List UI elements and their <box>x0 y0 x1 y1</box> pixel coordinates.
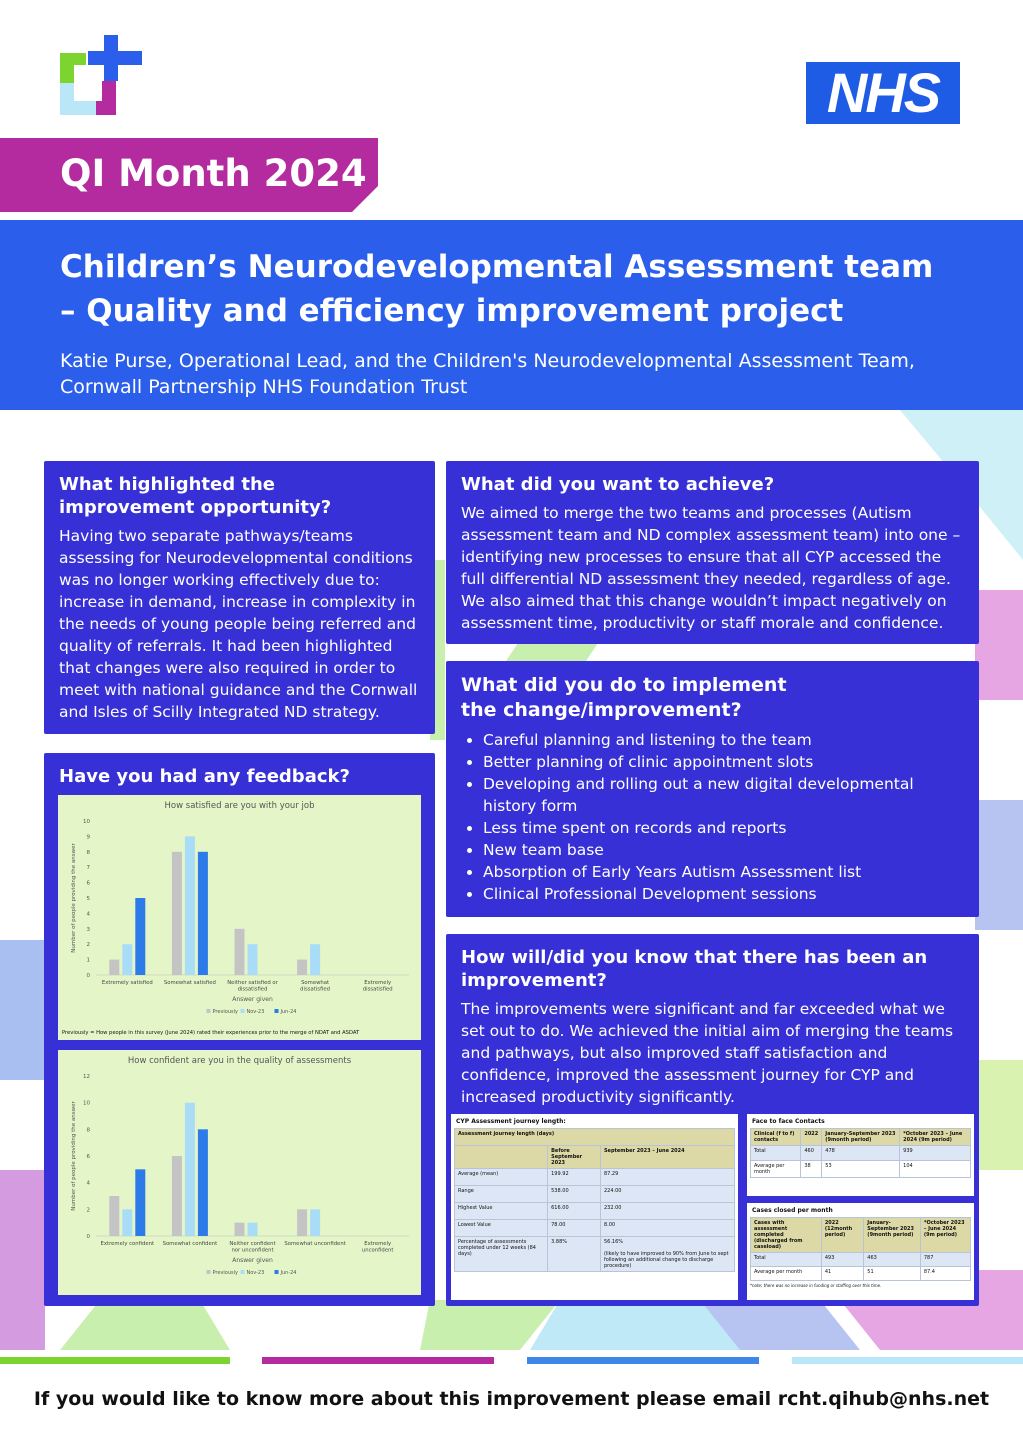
bar-jun-24 <box>135 1169 145 1236</box>
list-item: • New team base <box>483 839 964 861</box>
table-cell: Percentage of assessments completed under 12 weeks (84 days) <box>455 1237 548 1272</box>
legend-entry: Previously <box>212 1270 238 1276</box>
y-tick-label: 0 <box>86 1234 90 1240</box>
bar-previously <box>235 1223 245 1236</box>
table-caption: Cases closed per month <box>752 1207 833 1214</box>
table-cell: 787 <box>920 1253 970 1267</box>
table-header-cell: Clinical (f to f) contacts <box>751 1129 801 1146</box>
legend-swatch <box>241 1270 245 1274</box>
x-tick-label: unconfident <box>361 1247 394 1254</box>
list-item: • Better planning of clinic appointment slots <box>483 751 964 773</box>
heading-line-1: What highlighted the <box>59 474 275 495</box>
table-cell: Lowest Value <box>455 1220 548 1237</box>
x-axis-label: Answer given <box>232 996 273 1003</box>
list-item: • Clinical Professional Development sessions <box>483 883 964 905</box>
table-subcaption: Assessment journey length (days) <box>455 1129 735 1146</box>
y-tick-label: 4 <box>86 1180 90 1187</box>
heading-line-2: the change/improvement? <box>461 699 742 721</box>
y-tick-label: 2 <box>86 942 90 949</box>
table-cell: 939 <box>900 1146 971 1161</box>
chart-footnote: Previously = How people in this survey (June 2024) rated their experiences prior to the merge of NDAT and ASDAT <box>62 1030 360 1036</box>
y-axis-label: Number of people providing the answer <box>71 843 77 953</box>
implement-list <box>461 729 964 905</box>
heading-line-1: What did you do to implement <box>461 674 787 696</box>
y-tick-label: 5 <box>86 896 90 902</box>
title-line-2: – Quality and efficiency improvement project <box>60 293 844 329</box>
panel-heading <box>461 946 964 992</box>
bar-nov-23 <box>185 1103 195 1236</box>
bar-nov-23 <box>122 944 132 975</box>
legend-entry: Previously <box>212 1009 238 1015</box>
table-cell: 478 <box>822 1146 900 1161</box>
heading-line-1: How will/did you know that there has been an <box>461 947 928 968</box>
x-tick-label: Extremely <box>364 1241 392 1247</box>
table-cell: 104 <box>900 1161 971 1178</box>
chart-assessment-confidence-svg <box>58 1050 421 1295</box>
table-cell: 493 <box>821 1253 863 1267</box>
chart-job-satisfaction <box>58 795 421 1040</box>
table-caption: CYP Assessment journey length: <box>456 1118 566 1125</box>
chart-title: How confident are you in the quality of assessments <box>127 1056 352 1066</box>
table-cell: 87.4 <box>920 1267 970 1281</box>
panel-heading: Have you had any feedback? <box>59 766 350 787</box>
list-item: • Absorption of Early Years Autism Assessment list <box>483 861 964 883</box>
table-cell: 538.00 <box>548 1186 601 1203</box>
y-tick-label: 6 <box>86 880 90 887</box>
y-tick-label: 10 <box>83 1100 90 1107</box>
legend-swatch <box>207 1270 211 1274</box>
table-cell <box>600 1237 734 1272</box>
heading-line-2: improvement? <box>461 970 607 991</box>
table-footnote: *note; there was no increase in funding or staffing over this time. <box>750 1283 882 1288</box>
x-tick-label: dissatisfied <box>237 986 268 993</box>
chart-title: How satisfied are you with your job <box>164 801 315 811</box>
legend-entry: Jun-24 <box>280 1009 297 1015</box>
bar-nov-23 <box>122 1209 132 1236</box>
y-tick-label: 2 <box>86 1207 90 1214</box>
strip-green <box>0 1357 230 1364</box>
bar-nov-23 <box>310 1209 320 1236</box>
panel-heading <box>59 473 420 519</box>
y-tick-label: 0 <box>86 973 90 979</box>
panel-body: Having two separate pathways/teams assessing for Neurodevelopmental conditions was no longer working effectively due to: increase in demand, increase in complexity in the needs of young people being referred and quality of referrals. It had been highlighted that changes were also required in order to meet with national guidance and the Cornwall and Isles of Scilly Integrated ND strategy. <box>59 527 418 721</box>
contacts-table <box>750 1128 971 1178</box>
table-cell: 8.00 <box>600 1220 734 1237</box>
table-cases-closed <box>747 1203 974 1300</box>
table-cell: 3.88% <box>548 1237 601 1272</box>
x-tick-label: Extremely satisfied <box>101 980 153 986</box>
panel-implement-change <box>446 661 979 917</box>
panel-improvement-opportunity <box>44 461 435 734</box>
panel-want-to-achieve <box>446 461 979 644</box>
table-cell: Total <box>751 1253 822 1267</box>
x-tick-label: Somewhat <box>301 980 330 986</box>
x-tick-label: Somewhat unconfident <box>284 1241 346 1247</box>
bar-previously <box>109 960 119 975</box>
bar-nov-23 <box>248 1223 258 1236</box>
table-cell: Average (mean) <box>455 1169 548 1186</box>
legend-entry: Jun-24 <box>280 1270 297 1276</box>
y-tick-label: 7 <box>86 865 90 872</box>
panel-body: We aimed to merge the two teams and processes (Autism assessment team and ND complex assessment team) into one – identifying new processes to ensure that all CYP accessed the full differential ND assessment they needed, regardless of age. We also aimed that this change wouldn’t impact negatively on assessment time, productivity or staff morale and confidence. <box>461 504 961 632</box>
y-tick-label: 4 <box>86 911 90 918</box>
x-tick-label: dissatisfied <box>362 986 393 993</box>
authors-line-2: Cornwall Partnership NHS Foundation Trust <box>60 376 468 398</box>
bar-previously <box>235 929 245 975</box>
legend-swatch <box>207 1009 211 1013</box>
strip-magenta <box>262 1357 494 1364</box>
strip-lightblue <box>792 1357 1023 1364</box>
heading-line-2: improvement opportunity? <box>59 497 332 518</box>
table-face-to-face-contacts <box>747 1114 974 1196</box>
y-tick-label: 8 <box>86 849 90 856</box>
legend-swatch <box>275 1270 279 1274</box>
y-tick-label: 10 <box>83 819 90 825</box>
y-tick-label: 12 <box>83 1074 90 1080</box>
x-axis-label: Answer given <box>232 1257 273 1264</box>
x-tick-label: dissatisfied <box>300 986 331 993</box>
x-tick-label: Extremely confident <box>100 1241 155 1247</box>
table-cell: 460 <box>801 1146 822 1161</box>
table-header-cell: Cases with assessment completed (discharged from caseload) <box>751 1218 822 1253</box>
table-caption: Face to face Contacts <box>752 1118 825 1125</box>
bar-nov-23 <box>248 944 258 975</box>
table-header-cell: *October 2023 – June 2024 (9m period) <box>920 1218 970 1253</box>
table-cell: 199.92 <box>548 1169 601 1186</box>
table-cell: Average per month <box>751 1267 822 1281</box>
y-axis-label: Number of people providing the answer <box>71 1101 77 1211</box>
y-tick-label: 8 <box>86 1127 90 1134</box>
table-header-cell: January-September 2023 (9month period) <box>822 1129 900 1146</box>
x-tick-label: Neither satisfied or <box>227 980 278 986</box>
legend-swatch <box>275 1009 279 1013</box>
closed-table <box>750 1217 971 1281</box>
table-value: 56.16% <box>603 1239 624 1245</box>
footer-contact: If you would like to know more about this improvement please email rcht.qihub@nhs.net <box>33 1388 990 1410</box>
panel-body: The improvements were significant and far exceeded what we set out to do. We achieved the initial aim of merging the teams and pathways, but also improved staff satisfaction and confidence, improved the assessment journey for CYP and increased productivity significantly. <box>461 1000 954 1106</box>
title-line-1: Children’s Neurodevelopmental Assessment team <box>60 249 934 285</box>
table-cell: 232.00 <box>600 1203 734 1220</box>
table-cell: 38 <box>801 1161 822 1178</box>
x-tick-label: nor unconfident <box>231 1247 274 1254</box>
bar-previously <box>297 1209 307 1236</box>
journey-table <box>454 1128 735 1272</box>
bar-jun-24 <box>198 1129 208 1236</box>
panel-heading: What did you want to achieve? <box>461 474 775 495</box>
panel-heading <box>461 673 964 723</box>
table-cell: 463 <box>864 1253 921 1267</box>
table-header-cell: 2022 (12month period) <box>821 1218 863 1253</box>
x-tick-label: Somewhat confident <box>162 1241 218 1247</box>
chart-assessment-confidence <box>58 1050 421 1295</box>
table-cell: Highest Value <box>455 1203 548 1220</box>
bar-nov-23 <box>185 836 195 975</box>
table-cell: 616.00 <box>548 1203 601 1220</box>
poster-title <box>60 245 1000 333</box>
bar-nov-23 <box>310 944 320 975</box>
bar-previously <box>172 852 182 975</box>
bar-previously <box>109 1196 119 1236</box>
bar-previously <box>297 960 307 975</box>
bar-previously <box>172 1156 182 1236</box>
legend-swatch <box>241 1009 245 1013</box>
bar-jun-24 <box>198 852 208 975</box>
chart-job-satisfaction-svg <box>58 795 421 1040</box>
qi-hub-logo <box>60 35 142 117</box>
list-item: • Careful planning and listening to the team <box>483 729 964 751</box>
table-cell: 224.00 <box>600 1186 734 1203</box>
y-tick-label: 9 <box>86 834 90 841</box>
list-item: • Developing and rolling out a new digital developmental history form <box>483 773 964 817</box>
strip-blue <box>527 1357 759 1364</box>
qi-month-label: QI Month 2024 <box>60 152 367 195</box>
list-item: • Less time spent on records and reports <box>483 817 964 839</box>
table-cell: 53 <box>822 1161 900 1178</box>
table-note: (likely to have improved to 90% from June to sept following an additional change to discharge procedure) <box>603 1251 729 1269</box>
x-tick-label: Somewhat satisfied <box>163 980 216 986</box>
table-header-cell: September 2023 – June 2024 <box>600 1146 734 1169</box>
authors-line-1: Katie Purse, Operational Lead, and the Children's Neurodevelopmental Assessment Team, <box>60 350 915 372</box>
x-tick-label: Neither confident <box>229 1241 276 1247</box>
table-cell: Range <box>455 1186 548 1203</box>
nhs-logo: NHS <box>806 62 960 124</box>
table-cell: 78.00 <box>548 1220 601 1237</box>
table-header-cell: *October 2023 – June 2024 (9m period) <box>900 1129 971 1146</box>
table-cell: Average per month <box>751 1161 801 1178</box>
table-cell: 87.29 <box>600 1169 734 1186</box>
table-cell: 41 <box>821 1267 863 1281</box>
table-assessment-journey <box>451 1114 738 1300</box>
table-cell: 51 <box>864 1267 921 1281</box>
table-header-cell: January-September 2023 (9month period) <box>864 1218 921 1253</box>
legend-entry: Nov-23 <box>246 1009 265 1015</box>
bar-jun-24 <box>135 898 145 975</box>
legend-entry: Nov-23 <box>246 1270 265 1276</box>
x-tick-label: Extremely <box>364 980 392 986</box>
table-header-cell: 2022 <box>801 1129 822 1146</box>
table-header-cell: Before September 2023 <box>548 1146 601 1169</box>
authors <box>60 348 1010 400</box>
y-tick-label: 1 <box>86 957 90 964</box>
y-tick-label: 6 <box>86 1154 90 1160</box>
table-cell: Total <box>751 1146 801 1161</box>
table-header-cell <box>455 1146 548 1169</box>
y-tick-label: 3 <box>86 926 90 933</box>
